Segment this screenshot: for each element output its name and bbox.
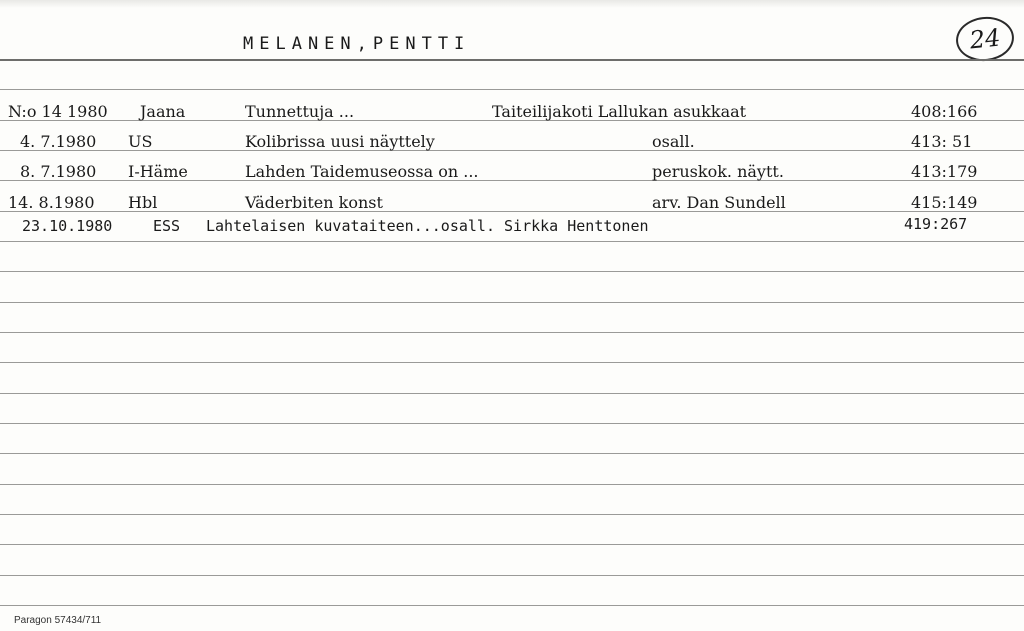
ruled-line — [0, 271, 1024, 272]
ruled-line — [0, 241, 1024, 242]
entry-title: Lahden Taidemuseossa on ... — [245, 162, 479, 181]
entry-source: I-Häme — [128, 162, 188, 181]
card-name: MELANEN,PENTTI — [243, 34, 471, 54]
card-top-edge — [0, 0, 1024, 8]
ruled-line — [0, 89, 1024, 90]
entry-ref: 415:149 — [911, 193, 978, 212]
entry-extra: peruskok. näytt. — [652, 162, 784, 181]
ruled-line — [0, 514, 1024, 515]
ruled-line — [0, 605, 1024, 606]
ruled-line — [0, 362, 1024, 363]
card-number-circled: 24 — [954, 14, 1016, 64]
ruled-line — [0, 150, 1024, 151]
entry-source: US — [128, 132, 153, 151]
entry-source: Jaana — [140, 102, 186, 121]
entry-extra: Taiteilijakoti Lallukan asukkaat — [492, 102, 747, 121]
entry-extra: arv. Dan Sundell — [652, 193, 786, 212]
ruled-line — [0, 332, 1024, 333]
entry-extra: osall. — [652, 132, 695, 151]
entry-title: Lahtelaisen kuvataiteen...osall. Sirkka Henttonen — [206, 217, 649, 235]
entry-date: 4. 7.1980 — [20, 132, 97, 151]
ruled-line — [0, 484, 1024, 485]
entry-title: Väderbiten konst — [245, 193, 383, 212]
ruled-line — [0, 302, 1024, 303]
ruled-line — [0, 393, 1024, 394]
entry-title: Tunnettuja ... — [245, 102, 355, 121]
ruled-line — [0, 544, 1024, 545]
entry-ref: 408:166 — [911, 102, 978, 121]
entry-title: Kolibrissa uusi näyttely — [245, 132, 435, 151]
header-rule — [0, 59, 1024, 61]
entry-source: ESS — [153, 217, 181, 235]
entry-date: 23.10.1980 — [22, 217, 113, 235]
entry-ref: 419:267 — [904, 215, 968, 233]
entry-date: N:o 14 1980 — [8, 102, 108, 121]
ruled-line — [0, 453, 1024, 454]
entry-ref: 413:179 — [911, 162, 978, 181]
entry-date: 8. 7.1980 — [20, 162, 97, 181]
entry-source: Hbl — [128, 193, 158, 212]
entry-date: 14. 8.1980 — [8, 193, 95, 212]
ruled-line — [0, 575, 1024, 576]
print-code: Paragon 57434/711 — [14, 615, 102, 626]
ruled-line — [0, 423, 1024, 424]
entry-ref: 413: 51 — [911, 132, 973, 151]
